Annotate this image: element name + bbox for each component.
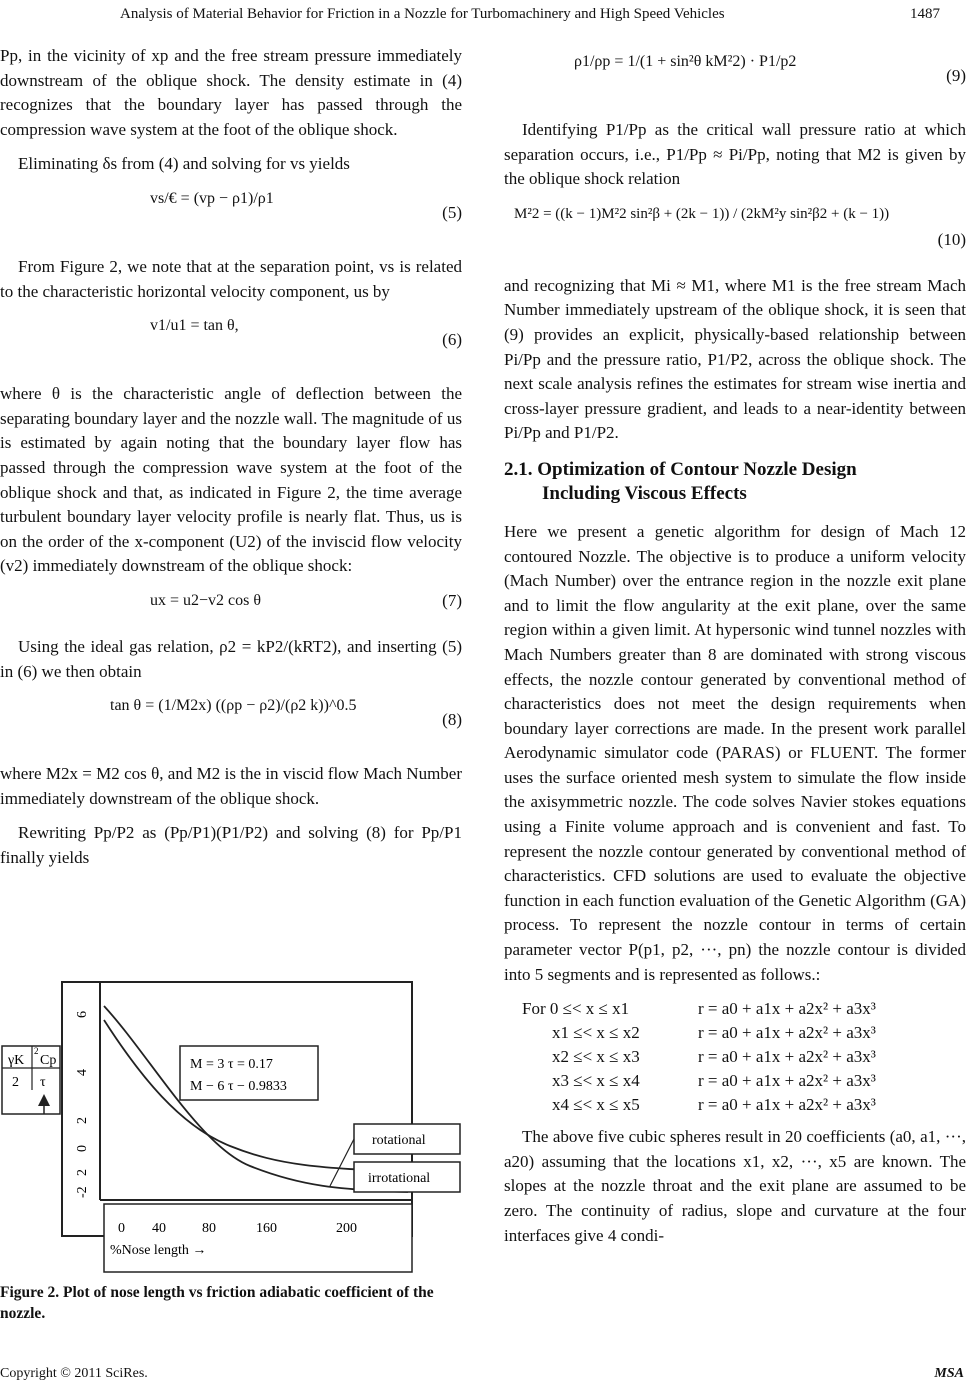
paragraph: The above five cubic spheres result in 20 coefficients (a0, a1, ···, a20) assuming that the locations x1, x2, ···, x5 are known. The slopes at the nozzle throat and the exit plane are assumed to be zero. The continuity of radius, slope and curvature at the four interfaces give 4 condi-: [504, 1127, 966, 1245]
equation-number: (7): [442, 590, 462, 610]
y-tick: 2: [75, 1169, 90, 1176]
section-heading-line-1: 2.1. Optimization of Contour Nozzle Design: [504, 458, 857, 480]
y-tick: 2: [75, 1117, 90, 1124]
paragraph: Here we present a genetic algorithm for design of Mach 12 contoured Nozzle. The objective is to produce a uniform velocity (Mach Number) over the entrance region in the nozzle exit plane and to limit the flow angularity at the exit plane, over the same region within a given limit. At hypersonic wind tunnel nozzles with Mach Numbers greater than 8 are dominated with strong viscous effects, the nozzle contour generated by conventional method of characteristics does not meet the design requirements when boundary layer corrections are made. In the present work parallel Aerodynamic simulator code (PARAS) or FLUENT. The former uses the surface oriented mesh system to simulate the flow inside the axisymmetric nozzle. The code solves Navier stokes equations using a Finite volume approach and is convenient and fast. To represent the nozzle contour generated by conventional method of characteristics. CFD solutions are used to evaluate the objective function in each function evaluation of the Genetic Algorithm (GA) process. To represent the nozzle contour in terms of certain parameter vector P(p1, p2, ···, pn) the nozzle contour is divided into 5 segments and is represented as follows.:: [504, 521, 966, 984]
equation-number: (10): [937, 229, 966, 249]
paragraph: From Figure 2, we note that at the separation point, vs is related to the characteristic horizontal velocity component, us by: [0, 256, 462, 301]
segment-expr: r = a0 + a1x + a2x² + a3x³: [698, 1023, 876, 1043]
equation-body: tan θ = (1/M2x) ((ρp − ρ2)/(ρ2 k))^0.5: [110, 697, 357, 715]
equation-body: v1/u1 = tan θ,: [150, 317, 239, 335]
y-tick: 0: [75, 1145, 90, 1152]
irrotational-label: irrotational: [368, 1171, 431, 1186]
y-tick: -2: [75, 1186, 90, 1198]
paragraph: Identifying P1/Pp as the critical wall pressure ratio at which separation occurs, i.e., P1/Pp ≈ Pi/Pp, noting that M2 is given by the oblique shock relation: [504, 120, 966, 189]
paragraph: where M2x = M2 cos θ, and M2 is the in viscid flow Mach Number immediately downstream of the oblique shock.: [0, 764, 462, 808]
section-heading-line-2: Including Viscous Effects: [542, 482, 747, 504]
legend-superscript: 2: [34, 1046, 39, 1056]
segment-expr: r = a0 + a1x + a2x² + a3x³: [698, 1095, 876, 1115]
equation-number: (8): [442, 710, 462, 730]
x-axis-label: %Nose length →: [110, 1243, 207, 1258]
paragraph: Pp, in the vicinity of xp and the free stream pressure immediately downstream of the oblique shock. The density estimate in (4) recognizes that the boundary layer has passed through the compression wave system at the foot of the oblique shock.: [0, 46, 462, 139]
x-tick: 160: [256, 1221, 277, 1236]
segment-expr: r = a0 + a1x + a2x² + a3x³: [698, 999, 876, 1019]
equation-number: (9): [946, 66, 966, 85]
copyright: Copyright © 2011 SciRes.: [0, 1366, 148, 1381]
segment-row: [522, 1093, 966, 1117]
figure-2: [0, 976, 462, 1276]
page-header: [0, 6, 968, 28]
equation-8: [0, 694, 462, 750]
equation-10: [504, 202, 966, 262]
equation-number: (6): [442, 330, 462, 350]
equation-body: ρ1/ρp = 1/(1 + sin²θ kM²2) · P1/p2: [574, 53, 797, 70]
figure-caption: Figure 2. Plot of nose length vs friction adiabatic coefficient of the nozzle.: [0, 1284, 434, 1322]
paragraph: Using the ideal gas relation, ρ2 = kP2/(kRT2), and inserting (5) in (6) we then obtain: [0, 636, 462, 681]
y-tick: 6: [75, 1011, 90, 1018]
section-heading: [504, 458, 966, 506]
legend-gamma: γK: [8, 1053, 25, 1068]
paragraph: and recognizing that Mi ≈ M1, where M1 is the free stream Mach Number immediately upstream of the oblique shock, it is seen that (9) provides an explicit, physically-based relationship between Pi/Pp and the pressure ratio, P1/P2, across the oblique shock. The next scale analysis refines the estimates for stream wise inertia and cross-layer pressure gradient, and leads to a near-identity between Pi/Pp and P1/P2.: [504, 275, 966, 443]
segment-range: x3 ≤< x ≤ x4: [552, 1071, 640, 1091]
equation-body: M²2 = ((k − 1)M²2 sin²β + (2k − 1)) / (2kM²y sin²β2 + (k − 1)): [514, 205, 890, 222]
segment-expr: r = a0 + a1x + a2x² + a3x³: [698, 1047, 876, 1067]
segment-row: [522, 1069, 966, 1093]
nose-length-plot: [0, 976, 462, 1276]
legend-c: Cp: [40, 1053, 57, 1068]
equation-body: vs/€ = (vp − ρ1)/ρ1: [150, 189, 274, 207]
y-axis-ticks: [75, 1011, 90, 1198]
parameter-line-2: M − 6 τ − 0.9833: [190, 1079, 287, 1094]
paragraph: Rewriting Pp/P2 as (Pp/P1)(P1/P2) and solving (8) for Pp/P1 finally yields: [0, 823, 462, 867]
page-number: 1487: [910, 6, 940, 22]
paragraph: Eliminating δs from (4) and solving for vs yields: [18, 154, 350, 174]
equation-9: [504, 50, 966, 106]
paragraph: where θ is the characteristic angle of deflection between the separating boundary layer and the nozzle wall. The magnitude of us is estimated by again noting that the boundary layer flow has passed through the compression wave system at the foot of the oblique shock and that, as indicated in Figure 2, the time average turbulent boundary layer velocity profile is nearly flat. Thus, us is on the order of the x-component (U2) of the inviscid flow velocity (v2) immediately downstream of the oblique shock:: [0, 384, 462, 576]
running-title: Analysis of Material Behavior for Friction in a Nozzle for Turbomachinery and High Speed Vehicles: [120, 6, 725, 22]
left-column: [0, 44, 462, 880]
legend-two: 2: [12, 1075, 19, 1090]
equation-6: [0, 314, 462, 370]
x-tick: 40: [152, 1221, 166, 1236]
equation-7: [0, 589, 462, 623]
x-axis-box: [104, 1204, 412, 1272]
x-tick: 80: [202, 1221, 216, 1236]
segment-range: x4 ≤< x ≤ x5: [552, 1095, 640, 1115]
segment-row: [522, 1045, 966, 1069]
segment-equations: [522, 997, 966, 1117]
segment-range: x2 ≤< x ≤ x3: [552, 1047, 640, 1067]
segment-row: [522, 1021, 966, 1045]
right-column: [504, 44, 966, 1258]
segment-range: x1 ≤< x ≤ x2: [552, 1023, 640, 1043]
equation-number: (5): [442, 202, 462, 222]
equation-5: [0, 187, 462, 243]
segment-row: [522, 997, 966, 1021]
journal-abbrev: MSA: [934, 1366, 964, 1381]
legend-tau: τ: [40, 1075, 46, 1090]
x-tick: 0: [118, 1221, 125, 1236]
x-tick: 200: [336, 1221, 357, 1236]
segment-expr: r = a0 + a1x + a2x² + a3x³: [698, 1071, 876, 1091]
rotational-label: rotational: [372, 1133, 426, 1148]
parameter-line-1: M = 3 τ = 0.17: [190, 1057, 273, 1072]
segment-range: For 0 ≤< x ≤ x1: [522, 999, 630, 1019]
y-tick: 4: [75, 1069, 90, 1076]
equation-body: ux = u2−v2 cos θ: [150, 591, 262, 609]
